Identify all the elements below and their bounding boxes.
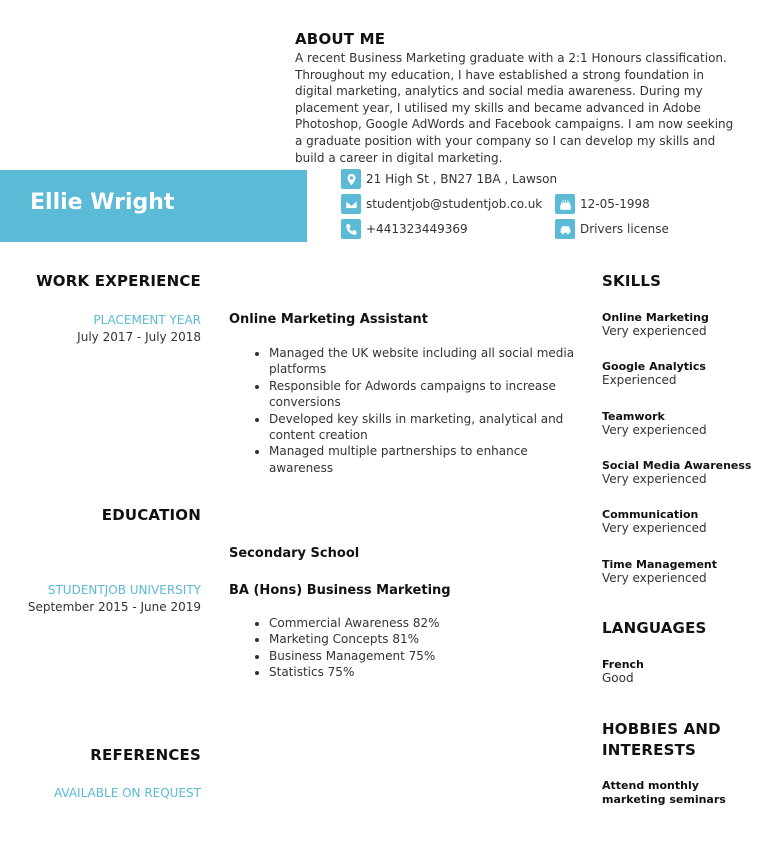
skill-item: [602, 459, 751, 486]
hobbies-title: [602, 719, 721, 761]
skill-level: Very experienced: [602, 423, 707, 437]
contact-license: Drivers license: [580, 222, 669, 236]
skill-name: Time Management: [602, 558, 717, 571]
list-item: • Marketing Concepts 81%: [269, 631, 569, 647]
list-item: • Developed key skills in marketing, analytical and content creation: [269, 411, 594, 444]
work-bullets: [251, 345, 594, 476]
contact-birthdate: 12-05-1998: [580, 197, 650, 211]
skill-level: Very experienced: [602, 324, 707, 338]
skill-level: Experienced: [602, 373, 677, 387]
list-item: • Managed the UK website including all social media platforms: [269, 345, 594, 378]
languages-title: LANGUAGES: [602, 619, 707, 637]
hobbies-title-line1: HOBBIES AND: [602, 720, 721, 738]
person-name: Ellie Wright: [30, 190, 175, 215]
skill-item: [602, 508, 707, 535]
skill-name: Teamwork: [602, 410, 665, 423]
skill-name: Google Analytics: [602, 360, 706, 373]
car-icon: [555, 219, 575, 239]
education-title: EDUCATION: [101, 506, 201, 524]
skills-title: SKILLS: [602, 272, 662, 290]
hobby-line2: marketing seminars: [602, 793, 726, 806]
skill-level: Very experienced: [602, 472, 707, 486]
language-item: [602, 658, 644, 685]
references-text: AVAILABLE ON REQUEST: [53, 786, 201, 800]
skill-item: [602, 410, 707, 437]
contact-address: 21 High St , BN27 1BA , Lawson: [366, 172, 558, 186]
list-item: • Managed multiple partnerships to enhance awareness: [269, 443, 594, 476]
contact-phone[interactable]: +441323449369: [366, 222, 468, 236]
about-text: A recent Business Marketing graduate with a 2:1 Honours classification. Throughout my education, I have established a strong foundation in digital marketing, analytics and social media awareness. During my placement year, I utilised my skills and became advanced in Adobe Photoshop, Google AdWords and Facebook campaigns. I am now seeking a graduate position with your company so I can develop my skills and build a career in digital marketing.: [295, 51, 734, 165]
list-item: • Responsible for Adwords campaigns to increase conversions: [269, 378, 594, 411]
contact-email[interactable]: studentjob@studentjob.co.uk: [366, 197, 543, 211]
education-bullets: [251, 615, 569, 681]
location-icon: [341, 169, 361, 189]
birthday-icon: [555, 194, 575, 214]
skill-name: Communication: [602, 508, 699, 521]
phone-icon: [341, 219, 361, 239]
school-name: Secondary School: [229, 546, 360, 561]
skill-item: [602, 311, 709, 338]
references-title: REFERENCES: [90, 746, 201, 764]
language-name: French: [602, 658, 644, 671]
degree-title: BA (Hons) Business Marketing: [229, 583, 451, 598]
skill-name: Online Marketing: [602, 311, 709, 324]
work-dates: July 2017 - July 2018: [77, 330, 201, 344]
skill-name: Social Media Awareness: [602, 459, 752, 472]
hobby-item: [602, 779, 726, 807]
hobbies-title-line2: INTERESTS: [602, 741, 697, 759]
job-title: Online Marketing Assistant: [229, 312, 428, 327]
list-item: • Statistics 75%: [269, 664, 569, 680]
skill-level: Very experienced: [602, 521, 707, 535]
skill-item: [602, 558, 717, 585]
education-label: STUDENTJOB UNIVERSITY: [47, 583, 201, 597]
work-title: WORK EXPERIENCE: [36, 272, 201, 290]
education-dates: September 2015 - June 2019: [27, 600, 201, 614]
language-level: Good: [602, 671, 634, 685]
about-title: ABOUT ME: [295, 30, 386, 48]
work-label: PLACEMENT YEAR: [93, 313, 201, 327]
list-item: • Business Management 75%: [269, 648, 569, 664]
skill-level: Very experienced: [602, 571, 707, 585]
skill-item: [602, 360, 706, 387]
email-icon: [341, 194, 361, 214]
hobby-line1: Attend monthly: [602, 779, 699, 792]
list-item: • Commercial Awareness 82%: [269, 615, 569, 631]
